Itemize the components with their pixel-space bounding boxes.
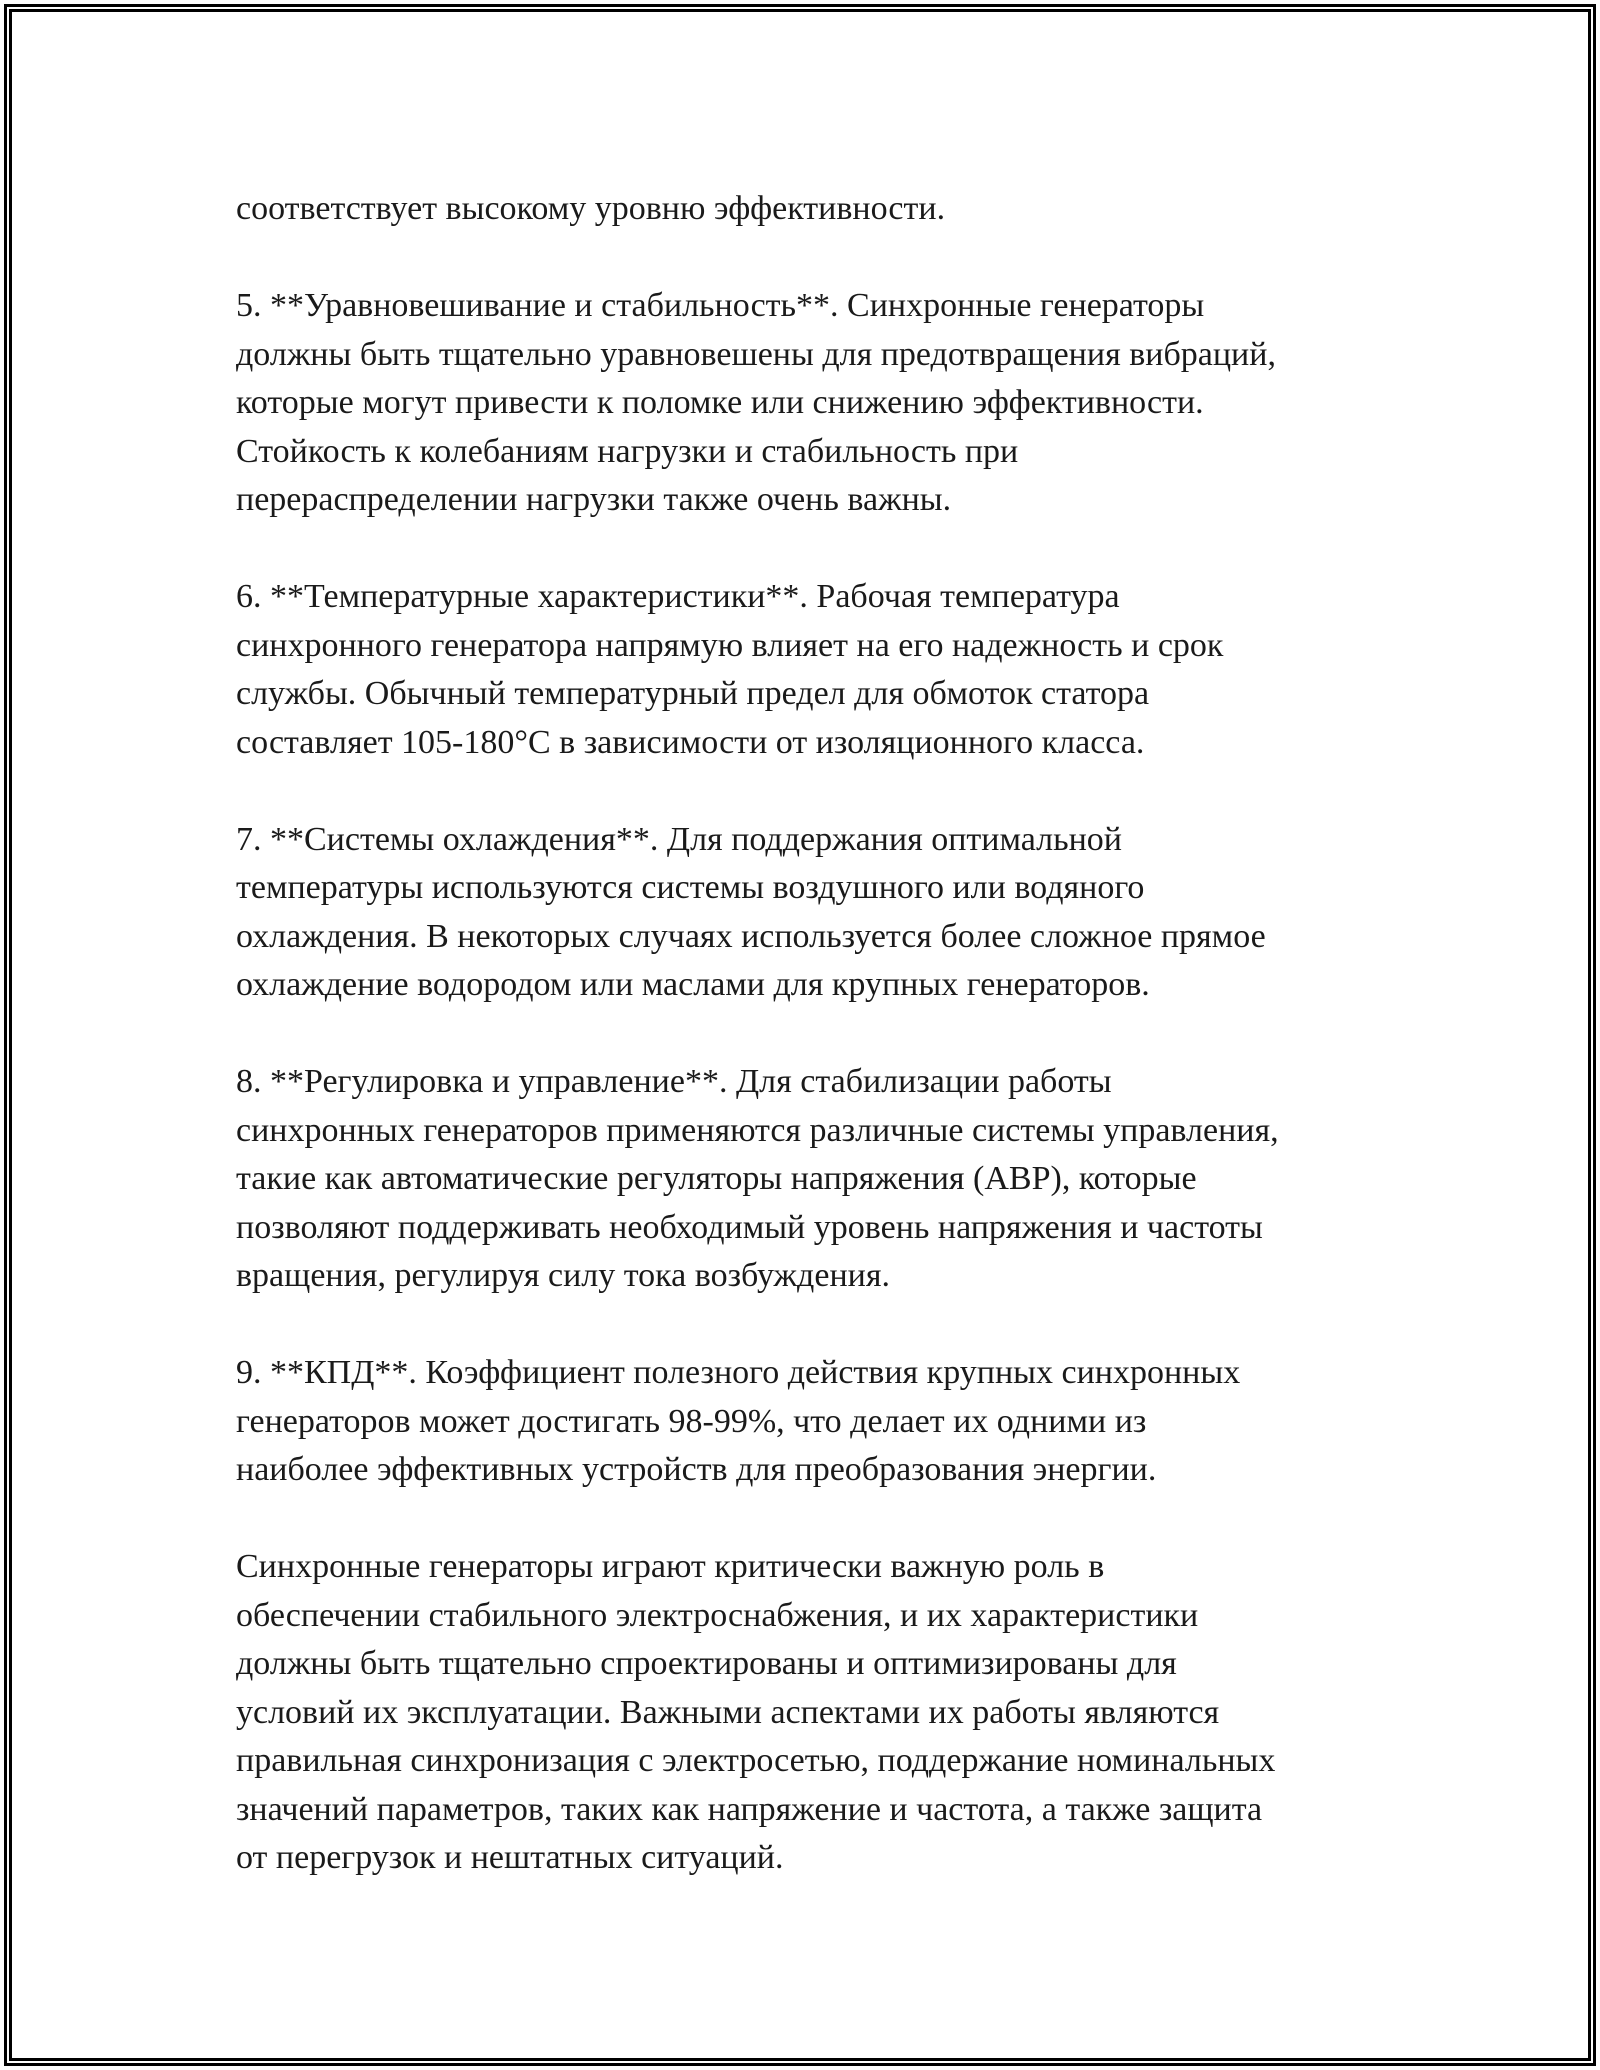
text-line: Стойкость к колебаниям нагрузки и стабильность при (236, 432, 1019, 470)
text-line: перераспределении нагрузки также очень важны. (236, 481, 952, 518)
text-line: позволяют поддерживать необходимый уровень напряжения и частоты (236, 1208, 1263, 1246)
paragraph (236, 1543, 1396, 1883)
text-line: которые могут привести к поломке или снижению эффективности. (236, 384, 1204, 421)
text-line: 5. **Уравновешивание и стабильность**. Синхронные генераторы (236, 287, 1205, 324)
text-line: такие как автоматические регуляторы напряжения (АВР), которые (236, 1160, 1197, 1197)
text-line: 9. **КПД**. Коэффициент полезного действия крупных синхронных (236, 1354, 1241, 1391)
text-line: обеспечении стабильного электроснабжения, и их характеристики (236, 1596, 1199, 1634)
text-line: 6. **Температурные характеристики**. Рабочая температура (236, 578, 1120, 615)
text-line: службы. Обычный температурный предел для обмоток статора (236, 675, 1150, 712)
text-line: 7. **Системы охлаждения**. Для поддержания оптимальной (236, 820, 1122, 858)
document-body (236, 185, 1396, 1931)
text-line: 8. **Регулировка и управление**. Для стабилизации работы (236, 1063, 1112, 1100)
text-line: должны быть тщательно уравновешены для предотвращения вибраций, (236, 335, 1276, 373)
text-line: наиболее эффективных устройств для преобразования энергии. (236, 1451, 1157, 1488)
paragraph (236, 1058, 1396, 1301)
paragraph (236, 1349, 1396, 1495)
paragraph (236, 816, 1396, 1010)
text-line: должны быть тщательно спроектированы и оптимизированы для (236, 1645, 1177, 1682)
text-line: Синхронные генераторы играют критически важную роль в (236, 1548, 1105, 1585)
paragraph (236, 185, 1396, 234)
text-line: синхронного генератора напрямую влияет на его надежность и срок (236, 626, 1224, 664)
text-line: от перегрузок и нештатных ситуаций. (236, 1839, 784, 1876)
paragraph (236, 282, 1396, 525)
paragraph (236, 573, 1396, 767)
text-line: синхронных генераторов применяются различные системы управления, (236, 1111, 1279, 1149)
text-line: значений параметров, таких как напряжение и частота, а также защита (236, 1790, 1263, 1828)
text-line: условий их эксплуатации. Важными аспектами их работы являются (236, 1693, 1220, 1731)
text-line: соответствует высокому уровню эффективности. (236, 190, 946, 227)
text-line: составляет 105-180°C в зависимости от изоляционного класса. (236, 723, 1145, 761)
text-line: охлаждение водородом или маслами для крупных генераторов. (236, 966, 1150, 1003)
text-line: генераторов может достигать 98-99%, что делает их одними из (236, 1402, 1147, 1440)
text-line: охлаждения. В некоторых случаях используется более сложное прямое (236, 917, 1266, 955)
text-line: правильная синхронизация с электросетью, поддержание номинальных (236, 1742, 1276, 1779)
text-line: вращения, регулируя силу тока возбуждения. (236, 1257, 890, 1294)
text-line: температуры используются системы воздушного или водяного (236, 869, 1145, 906)
